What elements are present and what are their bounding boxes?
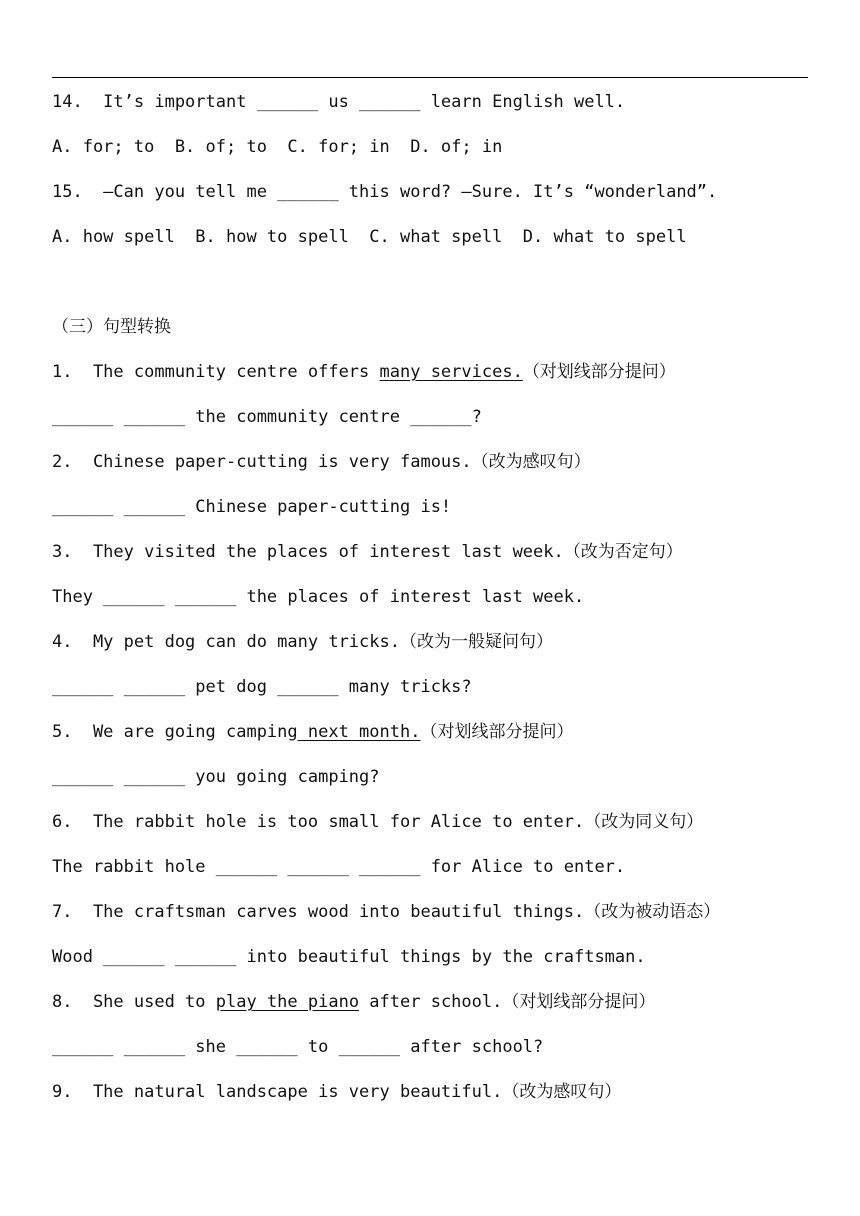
sentence-text: 5. We are going camping	[52, 722, 298, 742]
answer-line-8: ______ ______ she ______ to ______ after school?	[52, 1037, 544, 1057]
sentence-text: 4. My pet dog can do many tricks.	[52, 632, 400, 652]
sentence-text: 2. Chinese paper-cutting is very famous.	[52, 452, 472, 472]
instruction: （对划线部分提问）	[502, 992, 656, 1012]
underlined-part: next month.	[297, 722, 421, 742]
top-divider-line	[52, 77, 808, 78]
answer-line-2: ______ ______ Chinese paper-cutting is!	[52, 497, 452, 517]
answer-line-1: ______ ______ the community centre ______?	[52, 407, 482, 427]
underlined-part: play the piano	[215, 992, 360, 1012]
answer-line-3: They ______ ______ the places of interest last week.	[52, 587, 585, 607]
sentence-item-4	[52, 632, 553, 652]
sentence-text: 6. The rabbit hole is too small for Alice to enter.	[52, 812, 585, 832]
sentence-text: 3. They visited the places of interest last week.	[52, 542, 564, 562]
section-heading: （三）句型转换	[52, 317, 171, 337]
instruction: （改为一般疑问句）	[400, 632, 553, 652]
sentence-item-8	[52, 992, 655, 1012]
mc-question-15: 15. —Can you tell me ______ this word? —Sure. It’s “wonderland”.	[52, 182, 718, 202]
answer-line-5: ______ ______ you going camping?	[52, 767, 380, 787]
sentence-item-2	[52, 452, 591, 472]
sentence-item-9	[52, 1082, 621, 1102]
instruction: （改为被动语态）	[584, 902, 721, 922]
sentence-item-1	[52, 362, 676, 382]
answer-line-7: Wood ______ ______ into beautiful things by the craftsman.	[52, 947, 646, 967]
mc-question-14: 14. It’s important ______ us ______ learn English well.	[52, 92, 626, 112]
sentence-text: 7. The craftsman carves wood into beautiful things.	[52, 902, 585, 922]
instruction: （改为感叹句）	[502, 1082, 622, 1102]
mc-options-14: A. for; to B. of; to C. for; in D. of; in	[52, 137, 503, 157]
instruction: （改为感叹句）	[471, 452, 591, 472]
instruction: （改为同义句）	[584, 812, 704, 832]
answer-line-4: ______ ______ pet dog ______ many tricks?	[52, 677, 472, 697]
sentence-text-tail: after school.	[359, 992, 503, 1012]
sentence-text: 8. She used to	[52, 992, 216, 1012]
sentence-item-6	[52, 812, 703, 832]
underlined-part: many services.	[379, 362, 523, 382]
sentence-item-7	[52, 902, 720, 922]
sentence-text: 1. The community centre offers	[52, 362, 380, 382]
sentence-text: 9. The natural landscape is very beautiful.	[52, 1082, 503, 1102]
sentence-item-5	[52, 722, 573, 742]
mc-options-15: A. how spell B. how to spell C. what spell D. what to spell	[52, 227, 687, 247]
instruction: （改为否定句）	[563, 542, 683, 562]
answer-line-6: The rabbit hole ______ ______ ______ for Alice to enter.	[52, 857, 626, 877]
sentence-item-3	[52, 542, 683, 562]
instruction: （对划线部分提问）	[522, 362, 676, 382]
instruction: （对划线部分提问）	[420, 722, 574, 742]
